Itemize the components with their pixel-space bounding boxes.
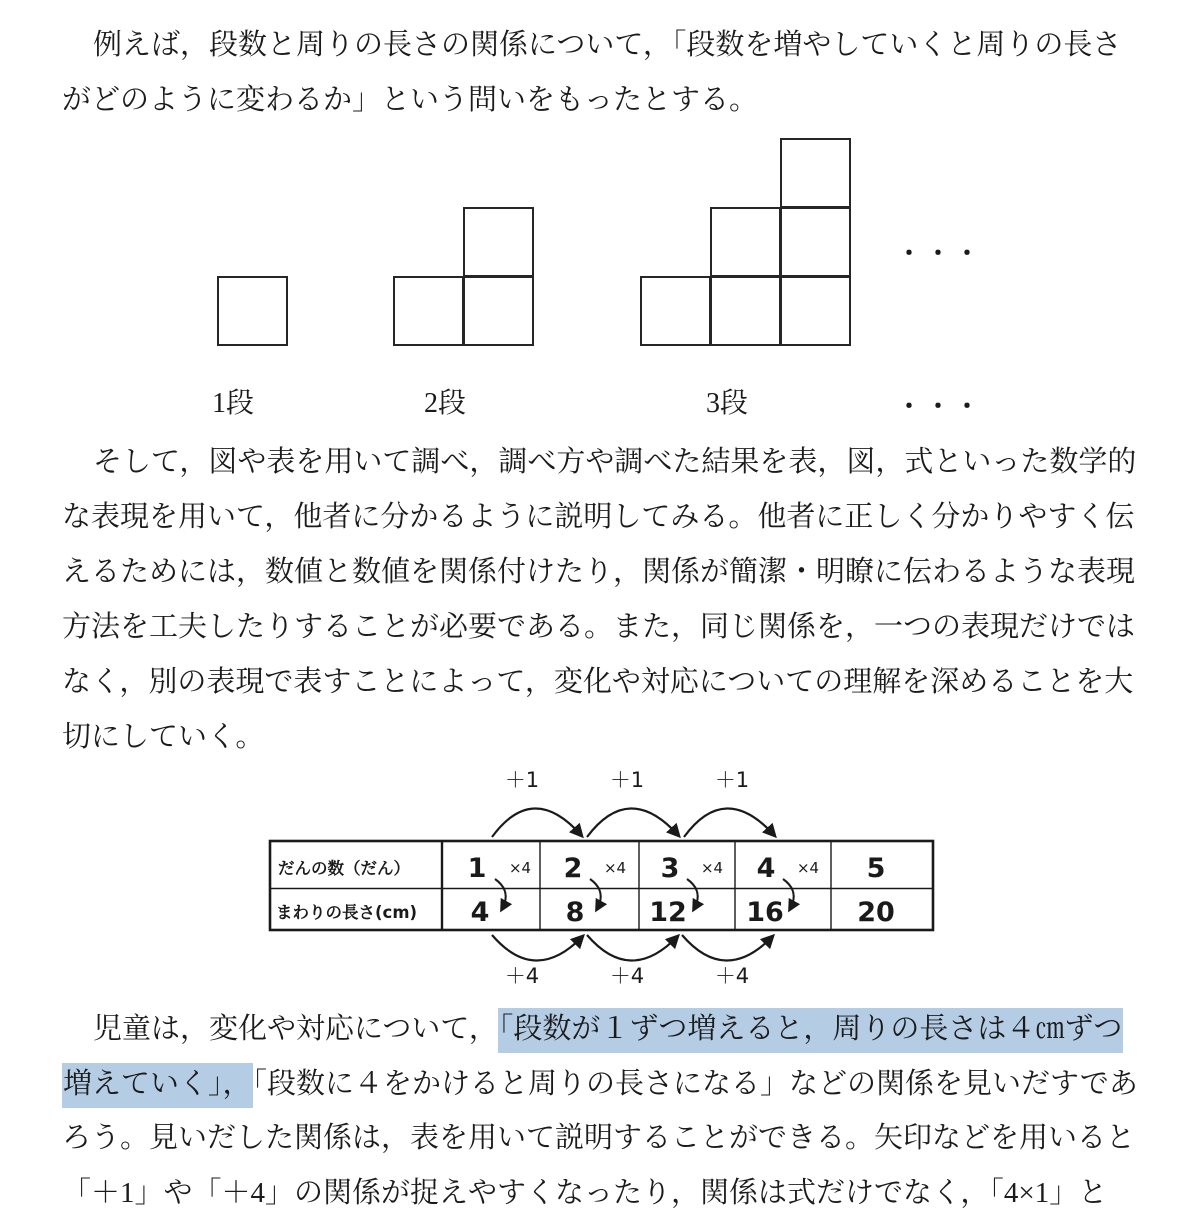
times4-arrow xyxy=(495,879,506,909)
plus1-label: ＋1 xyxy=(715,768,749,792)
unit-square xyxy=(463,276,534,346)
staircase-ellipsis-dots: ・・・ xyxy=(897,233,984,268)
text-segment: 児童は，変化や対応について， xyxy=(93,1013,498,1045)
times4-arrow xyxy=(783,879,794,909)
plus1-label: ＋1 xyxy=(505,768,539,792)
text-line: 方法を工夫したりすることが必要である。また，同じ関係を，一つの表現だけでは xyxy=(62,600,1138,655)
plus4-label: ＋4 xyxy=(610,964,644,988)
unit-square xyxy=(780,207,851,277)
text-line: がどのように変わるか」という問いをもったとする。 xyxy=(62,73,1138,128)
paragraph-explanation xyxy=(62,435,1138,765)
dan-value: 4 xyxy=(757,853,776,884)
text-line: ろう。見いだした関係は，表を用いて説明することができる。矢印などを用いると xyxy=(62,1111,1138,1166)
relation-table-figure xyxy=(255,757,955,997)
dan-value: 2 xyxy=(564,853,583,884)
times4-arrow xyxy=(687,879,698,909)
text-line: えるためには，数値と数値を関係付けたり，関係が簡潔・明瞭に伝わるような表現 xyxy=(62,545,1138,600)
row1-header: だんの数（だん） xyxy=(278,858,410,878)
text-line: な表現を用いて，他者に分かるように説明してみる。他者に正しく分かりやすく伝 xyxy=(62,490,1138,545)
plus4-label: ＋4 xyxy=(715,964,749,988)
text-line xyxy=(62,1057,1138,1112)
text-segment: 「段数に４をかけると周りの長さになる」などの関係を見いだすであ xyxy=(253,1068,1138,1100)
unit-square xyxy=(463,207,534,277)
dan-value: 1 xyxy=(468,853,487,884)
plus1-label: ＋1 xyxy=(610,768,644,792)
plus4-arrow xyxy=(682,935,772,961)
unit-square xyxy=(393,276,464,346)
step-label-ellipsis-dots: ・・・ xyxy=(897,386,984,421)
step-label-2: 2段 xyxy=(424,381,466,421)
unit-square xyxy=(710,207,781,277)
length-value: 16 xyxy=(746,897,784,928)
length-value: 8 xyxy=(566,897,585,928)
times4-label: ×4 xyxy=(701,859,723,877)
length-value: 20 xyxy=(857,897,895,928)
times4-label: ×4 xyxy=(509,859,531,877)
times4-arrow xyxy=(590,879,601,909)
unit-square xyxy=(217,276,288,346)
text-line xyxy=(62,1002,1138,1057)
text-line: 例えば，段数と周りの長さの関係について，「段数を増やしていくと周りの長さ xyxy=(62,18,1138,73)
text-line: そして，図や表を用いて調べ，調べ方や調べた結果を表，図，式といった数学的 xyxy=(62,435,1138,490)
unit-square xyxy=(780,276,851,346)
highlighted-text: 増えていく」， xyxy=(62,1063,253,1108)
paragraph-intro xyxy=(62,18,1138,128)
dan-value: 5 xyxy=(867,853,886,884)
step-label-3: 3段 xyxy=(706,381,748,421)
length-value: 4 xyxy=(471,897,490,928)
plus1-arrow xyxy=(587,808,678,837)
length-value: 12 xyxy=(649,897,687,928)
plus1-arrow xyxy=(492,808,581,837)
text-line: 切にしていく。 xyxy=(62,710,1138,765)
plus4-arrow xyxy=(587,935,677,961)
plus4-arrow xyxy=(492,935,582,961)
step-label-1: 1段 xyxy=(212,381,254,421)
highlighted-text: 「段数が１ずつ増えると，周りの長さは４㎝ずつ xyxy=(498,1008,1124,1053)
paragraph-findings xyxy=(62,1002,1138,1220)
dan-value: 3 xyxy=(661,853,680,884)
unit-square xyxy=(780,138,851,208)
unit-square xyxy=(710,276,781,346)
text-line: なく，別の表現で表すことによって，変化や対応についての理解を深めることを大 xyxy=(62,655,1138,710)
plus4-label: ＋4 xyxy=(505,964,539,988)
unit-square xyxy=(640,276,711,346)
plus1-arrow xyxy=(684,808,774,837)
times4-label: ×4 xyxy=(797,859,819,877)
row2-header: まわりの長さ(cm) xyxy=(276,902,417,922)
times4-label: ×4 xyxy=(604,859,626,877)
text-line-clipped: 「＋1」や「＋4」の関係が捉えやすくなったり，関係は式だけでなく，「4×1」と xyxy=(62,1166,1138,1220)
